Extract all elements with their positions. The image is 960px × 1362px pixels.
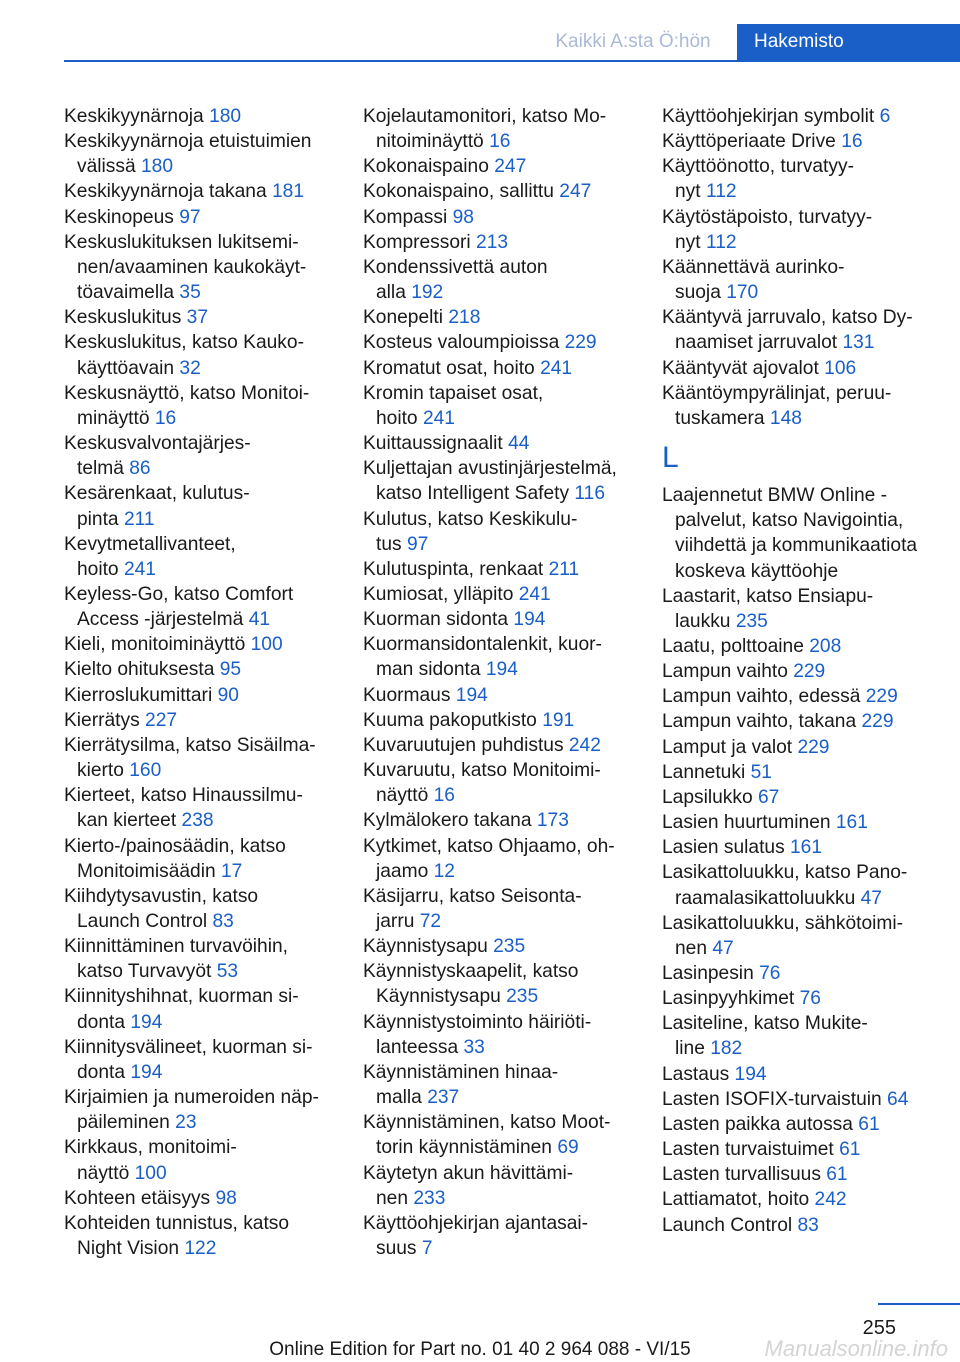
page-reference-link[interactable]: 72 — [419, 911, 442, 932]
page-reference-link[interactable]: 83 — [797, 1214, 819, 1236]
entry-text: Keskuslukituksen lukitsemi‐ nen/avaaminen kaukokäyt‐ töavaimella — [64, 231, 307, 304]
index-entry — [662, 154, 942, 204]
page-reference-link[interactable]: 180 — [141, 156, 174, 178]
entry-text: Kevytmetallivanteet, hoito — [64, 533, 236, 580]
index-entry — [64, 582, 344, 632]
index-entry — [363, 708, 653, 733]
page-reference-link[interactable]: 170 — [726, 282, 759, 304]
entry-text: Lasinpesin — [662, 963, 754, 984]
entry-text: Kuorman sidonta — [363, 609, 509, 631]
page-reference-link[interactable]: 235 — [735, 610, 768, 632]
entry-text: Keskikyynärnoja — [64, 106, 204, 127]
page-reference-link[interactable]: 213 — [476, 231, 509, 253]
index-entry — [363, 683, 653, 708]
page-reference-link[interactable]: 229 — [797, 736, 830, 758]
index-entry — [662, 1062, 942, 1087]
page-reference-link[interactable]: 100 — [250, 634, 283, 656]
index-entry — [363, 431, 653, 456]
entry-text: Kumiosat, ylläpito — [363, 583, 514, 605]
page-reference-link[interactable]: 6 — [879, 106, 891, 127]
entry-text: Lasien huurtuminen — [662, 812, 831, 834]
entry-text: Lampun vaihto — [662, 661, 788, 683]
entry-text: Käynnistyskaapelit, katso Käynnistysapu — [363, 961, 579, 1008]
index-entry — [662, 305, 942, 355]
page-reference-link[interactable]: 86 — [129, 458, 151, 480]
page-reference-link[interactable]: 194 — [513, 609, 546, 631]
entry-text: Kohteiden tunnistus, katso Night Vision — [64, 1212, 290, 1260]
entry-text: Laastarit, katso Ensiapu‐ laukku — [662, 585, 874, 632]
entry-text: Kääntöympyrälinjat, peruu‐ tuskamera — [662, 382, 892, 429]
page-reference-link[interactable]: 16 — [489, 131, 511, 153]
index-entry — [363, 934, 653, 959]
page-reference-link[interactable]: 16 — [433, 785, 455, 807]
index-entry — [363, 507, 653, 557]
entry-text: Laatu, polttoaine — [662, 635, 804, 657]
entry-text: Lasinpyyhkimet — [662, 988, 795, 1010]
index-entry — [64, 230, 344, 305]
page-reference-link[interactable]: 192 — [411, 282, 444, 304]
entry-text: Kuormaus — [363, 684, 451, 706]
entry-text: Keskusnäyttö, katso Monitoi‐ minäyttö — [64, 382, 310, 429]
index-entry — [363, 758, 653, 808]
index-entry — [363, 456, 653, 506]
entry-text: Lapsilukko — [662, 786, 753, 808]
page-reference-link[interactable]: 16 — [841, 131, 863, 153]
index-entry — [64, 683, 344, 708]
entry-text: Lasiteline, katso Mukite‐ line — [662, 1013, 868, 1060]
entry-text: Käsijarru, katso Seisonta‐ jarru — [363, 885, 582, 932]
page-reference-link[interactable]: 41 — [248, 609, 271, 631]
entry-text: Kokonaispaino — [363, 156, 489, 178]
section-letter: L — [662, 441, 679, 475]
entry-text: Kääntyvät ajovalot — [662, 357, 819, 379]
entry-text: Kirjaimien ja numeroiden näp‐ päileminen — [64, 1087, 319, 1134]
entry-text: Käyttöperiaate Drive — [662, 131, 836, 153]
index-entry — [64, 934, 344, 984]
index-entry — [64, 179, 344, 204]
index-entry — [662, 684, 942, 709]
page-reference-link[interactable]: 53 — [216, 961, 239, 983]
page-reference-link[interactable]: 242 — [814, 1189, 847, 1211]
page-reference-link[interactable]: 241 — [518, 583, 551, 605]
entry-text: Kytkimet, katso Ohjaamo, oh‐ jaamo — [363, 835, 615, 882]
index-entry — [64, 783, 344, 833]
index-entry — [363, 1161, 653, 1211]
index-entry — [64, 1211, 344, 1261]
page-reference-link[interactable]: 181 — [272, 181, 305, 203]
index-entry — [363, 154, 653, 179]
page-reference-link[interactable]: 194 — [734, 1063, 767, 1085]
page-reference-link[interactable]: 83 — [212, 911, 234, 932]
index-entry — [363, 330, 653, 355]
index-entry — [363, 607, 653, 632]
index-entry — [662, 961, 942, 986]
page-reference-link[interactable]: 33 — [463, 1036, 485, 1058]
page-reference-link[interactable]: 7 — [421, 1238, 433, 1260]
entry-text: Kompassi — [363, 206, 448, 228]
index-entry — [662, 255, 942, 305]
index-entry — [662, 986, 942, 1011]
index-entry — [662, 810, 942, 835]
page-reference-link[interactable]: 241 — [123, 558, 156, 580]
index-entry — [662, 1213, 942, 1238]
index-entry — [64, 1085, 344, 1135]
index-entry — [662, 860, 942, 910]
page-reference-link[interactable]: 51 — [750, 761, 772, 783]
page-reference-link[interactable]: 122 — [184, 1238, 217, 1260]
page-reference-link[interactable]: 160 — [129, 760, 162, 782]
entry-text: Kierrätys — [64, 709, 140, 731]
header-rule — [64, 60, 960, 62]
page-reference-link[interactable]: 90 — [217, 684, 239, 706]
entry-text: Lannetuki — [662, 761, 746, 783]
page-reference-link[interactable]: 67 — [758, 786, 780, 808]
entry-text: Kuormansidontalenkit, kuor‐ man sidonta — [363, 634, 602, 681]
page-reference-link[interactable]: 35 — [179, 282, 201, 304]
entry-text: Käytöstäpoisto, turvatyy‐ nyt — [662, 206, 873, 253]
page-reference-link[interactable]: 229 — [793, 661, 826, 683]
index-entry — [662, 356, 942, 381]
index-entry — [363, 834, 653, 884]
entry-text: Käytetyn akun hävittämi‐ nen — [363, 1162, 574, 1209]
entry-text: Konepelti — [363, 307, 444, 329]
page-reference-link[interactable]: 242 — [568, 734, 601, 756]
page-reference-link[interactable]: 61 — [839, 1139, 861, 1161]
page-reference-link[interactable]: 16 — [154, 407, 177, 429]
page-reference-link[interactable]: 229 — [564, 332, 597, 354]
entry-text: Kromatut osat, hoito — [363, 357, 535, 379]
entry-text: Lasikattoluukku, sähkötoimi‐ nen — [662, 912, 904, 959]
page-reference-link[interactable]: 100 — [134, 1162, 167, 1184]
edition-line: Online Edition for Part no. 01 40 2 964 088 - VI/15 — [269, 1339, 691, 1360]
page-reference-link[interactable]: 194 — [485, 659, 518, 681]
page-reference-link[interactable]: 98 — [452, 206, 474, 228]
page-reference-link[interactable]: 32 — [179, 357, 201, 379]
entry-text: Käännettävä aurinko‐ suoja — [662, 256, 845, 304]
index-entry — [662, 911, 942, 961]
entry-text: Launch Control — [662, 1214, 793, 1236]
page-reference-link[interactable]: 235 — [493, 936, 526, 958]
entry-text: Kierto-/painosäädin, katso Monitoimisäädin — [64, 835, 286, 882]
index-entry — [662, 835, 942, 860]
entry-text: Kojelautamonitori, katso Mo‐ nitoiminäyttö — [363, 106, 607, 153]
page-reference-link[interactable]: 161 — [790, 837, 823, 859]
page-reference-link[interactable]: 227 — [145, 709, 178, 731]
page-reference-link[interactable]: 12 — [433, 860, 455, 882]
index-entry — [363, 230, 653, 255]
entry-text: Kuvaruutujen puhdistus — [363, 734, 564, 756]
entry-text: Käynnistysapu — [363, 936, 488, 958]
entry-text: Lasien sulatus — [662, 837, 785, 859]
entry-text: Käynnistäminen hinaa‐ malla — [363, 1061, 559, 1109]
index-entry — [662, 1011, 942, 1061]
entry-text: Kiinnittäminen turvavöihin, katso Turvavyöt — [64, 936, 288, 983]
entry-text: Käyttöönotto, turvatyy‐ nyt — [662, 156, 854, 203]
page-reference-link[interactable]: 180 — [209, 106, 242, 127]
index-entry — [64, 330, 344, 380]
entry-text: Lasten turvallisuus — [662, 1164, 821, 1186]
index-entry — [662, 1162, 942, 1187]
page-reference-link[interactable]: 47 — [860, 887, 882, 909]
page-header — [0, 0, 960, 62]
index-entry — [64, 532, 344, 582]
entry-text: Laajennetut BMW Online - palvelut, katso Navigointia, viihdettä ja kommunikaatiota koskeva käyttöohje — [662, 485, 918, 582]
entry-text: Lasten paikka autossa — [662, 1113, 853, 1135]
page-reference-link[interactable]: 229 — [865, 686, 898, 708]
index-tab[interactable]: Hakemisto — [737, 24, 960, 60]
index-entry — [662, 634, 942, 659]
entry-text: Keskinopeus — [64, 206, 174, 228]
page-reference-link[interactable]: 194 — [130, 1061, 163, 1083]
index-entry — [363, 1060, 653, 1110]
page-reference-link[interactable]: 237 — [427, 1087, 460, 1109]
entry-text: Keskikyynärnoja takana — [64, 181, 267, 203]
entry-text: Kulutus, katso Keskikulu‐ tus — [363, 508, 578, 555]
entry-text: Kierrätysilma, katso Sisäilma‐ kierto — [64, 734, 316, 782]
index-entry — [64, 1186, 344, 1211]
page-reference-link[interactable]: 229 — [861, 711, 894, 733]
page-reference-link[interactable]: 238 — [181, 810, 214, 832]
index-entry — [363, 1110, 653, 1160]
page-reference-link[interactable]: 37 — [186, 307, 208, 329]
index-column-2 — [363, 104, 653, 1261]
entry-text: Keskuslukitus — [64, 307, 182, 329]
entry-text: Lampun vaihto, takana — [662, 711, 857, 733]
page-reference-link[interactable]: 116 — [574, 483, 605, 505]
index-entry — [363, 1010, 653, 1060]
entry-text: Käynnistäminen, katso Moot‐ torin käynnistäminen — [363, 1112, 611, 1159]
entry-text: Kierteet, katso Hinaussilmu‐ kan kierteet — [64, 785, 303, 832]
index-entry — [662, 760, 942, 785]
entry-text: Keyless-Go, katso Comfort Access -järjestelmä — [64, 583, 294, 631]
index-entry — [662, 381, 942, 431]
index-column-1 — [64, 104, 344, 1261]
entry-text: Lastaus — [662, 1063, 730, 1085]
index-entry — [363, 582, 653, 607]
entry-text: Keskikyynärnoja etuistuimien välissä — [64, 131, 312, 178]
index-entry — [662, 785, 942, 810]
index-entry — [363, 381, 653, 431]
index-entry — [363, 255, 653, 305]
page-reference-link[interactable]: 61 — [826, 1164, 848, 1186]
page-reference-link[interactable]: 131 — [842, 332, 875, 354]
entry-text: Kosteus valoumpioissa — [363, 332, 560, 354]
entry-text: Kiinnityshihnat, kuorman si‐ donta — [64, 986, 299, 1033]
index-entry — [662, 659, 942, 684]
footer-rule — [878, 1303, 960, 1305]
index-entry — [363, 1211, 653, 1261]
index-entry — [363, 884, 653, 934]
entry-text: Lasten turvaistuimet — [662, 1139, 834, 1161]
index-entry — [64, 984, 344, 1034]
index-entry — [64, 431, 344, 481]
index-entry — [64, 708, 344, 733]
page-reference-link[interactable]: 208 — [809, 635, 842, 657]
index-entry — [363, 959, 653, 1009]
index-entry — [64, 632, 344, 657]
index-entry — [64, 733, 344, 783]
page-reference-link[interactable]: 211 — [548, 558, 580, 580]
index-column-3 — [662, 104, 942, 1238]
entry-text: Kirkkaus, monitoimi‐ näyttö — [64, 1137, 237, 1184]
entry-text: Keskusvalvontajärjes‐ telmä — [64, 433, 251, 480]
index-entry — [662, 483, 942, 584]
index-entry — [662, 205, 942, 255]
entry-text: Kääntyvä jarruvalo, katso Dy‐ naamiset jarruvalot — [662, 307, 913, 354]
entry-text: Lattiamatot, hoito — [662, 1189, 810, 1211]
index-entry — [363, 305, 653, 330]
index-entry — [363, 104, 653, 154]
index-entry — [662, 1087, 942, 1112]
page-reference-link[interactable]: 194 — [130, 1011, 163, 1033]
index-entry — [662, 1112, 942, 1137]
page-reference-link[interactable]: 76 — [799, 988, 821, 1010]
page-reference-link[interactable]: 98 — [215, 1187, 237, 1209]
page-reference-link[interactable]: 97 — [406, 533, 429, 555]
index-entry — [64, 481, 344, 531]
entry-text: Kylmälokero takana — [363, 810, 532, 832]
entry-text: Kondenssivettä auton alla — [363, 256, 548, 304]
page-reference-link[interactable]: 23 — [175, 1112, 197, 1134]
index-entry — [363, 557, 653, 582]
index-entry — [64, 657, 344, 682]
page-reference-link[interactable]: 112 — [705, 181, 737, 203]
entry-text: Käynnistystoiminto häiriöti‐ lanteessa — [363, 1011, 592, 1058]
entry-text: Kokonaispaino, sallittu — [363, 181, 554, 203]
index-entry — [363, 205, 653, 230]
page-reference-link[interactable]: 241 — [422, 407, 455, 429]
page-reference-link[interactable]: 161 — [835, 812, 868, 834]
entry-text: Lampun vaihto, edessä — [662, 686, 861, 708]
index-entry — [363, 733, 653, 758]
index-entry — [662, 709, 942, 734]
index-entry — [662, 1137, 942, 1162]
index-entry — [662, 584, 942, 634]
index-entry — [363, 632, 653, 682]
index-entry — [662, 129, 942, 154]
index-entry — [662, 735, 942, 760]
page-reference-link[interactable]: 47 — [712, 937, 734, 959]
page-reference-link[interactable]: 64 — [887, 1088, 909, 1110]
index-entry — [662, 104, 942, 129]
page-reference-link[interactable]: 97 — [179, 206, 201, 228]
page-reference-link[interactable]: 95 — [219, 659, 242, 681]
entry-text: Kuittaussignaalit — [363, 433, 503, 455]
entry-text: Keskuslukitus, katso Kauko‐ käyttöavain — [64, 332, 304, 379]
entry-text: Käyttöohjekirjan ajantasai‐ suus — [363, 1212, 589, 1260]
page-reference-link[interactable]: 112 — [705, 231, 737, 253]
watermark: Manualsonline.info — [764, 1336, 948, 1361]
page-reference-link[interactable]: 44 — [508, 433, 530, 455]
page-reference-link[interactable]: 218 — [448, 307, 481, 329]
page-reference-link[interactable]: 173 — [536, 810, 569, 832]
entry-text: Kierroslukumittari — [64, 684, 213, 706]
entry-text: Lasikattoluukku, katso Pano‐ raamalasikattoluukku — [662, 862, 908, 909]
index-entry — [64, 205, 344, 230]
entry-text: Kiihdytysavustin, katso Launch Control — [64, 885, 259, 932]
entry-text: Kromin tapaiset osat, hoito — [363, 382, 544, 429]
index-entry — [64, 884, 344, 934]
page-reference-link[interactable]: 211 — [123, 508, 155, 530]
entry-text: Kesärenkaat, kulutus‐ pinta — [64, 483, 250, 530]
index-entry — [64, 1135, 344, 1185]
index-entry — [64, 129, 344, 179]
index-entry — [363, 808, 653, 833]
page-number: 255 — [862, 1317, 896, 1339]
page-reference-link[interactable]: 76 — [759, 963, 781, 984]
entry-text: Kuvaruutu, katso Monitoimi‐ näyttö — [363, 760, 601, 807]
entry-text: Kielto ohituksesta — [64, 659, 215, 681]
index-entry — [363, 179, 653, 204]
index-entry — [64, 834, 344, 884]
page-reference-link[interactable]: 182 — [710, 1038, 743, 1060]
entry-text: Käyttöohjekirjan symbolit — [662, 106, 875, 127]
page-reference-link[interactable]: 247 — [559, 181, 592, 203]
page-reference-link[interactable]: 61 — [858, 1113, 880, 1135]
page-reference-link[interactable]: 17 — [221, 860, 243, 882]
entry-text: Kuuma pakoputkisto — [363, 709, 537, 731]
page-reference-link[interactable]: 241 — [540, 357, 573, 379]
entry-text: Kuljettajan avustinjärjestelmä, katso Intelligent Safety — [363, 458, 617, 505]
page-reference-link[interactable]: 233 — [413, 1187, 446, 1209]
entry-text: Kiinnitysvälineet, kuorman si‐ donta — [64, 1036, 313, 1083]
entry-text: Lasten ISOFIX-turvaistuin — [662, 1088, 882, 1110]
entry-text: Lamput ja valot — [662, 736, 793, 758]
page-reference-link[interactable]: 235 — [506, 986, 539, 1008]
index-entry — [64, 104, 344, 129]
page-reference-link[interactable]: 247 — [494, 156, 527, 178]
index-entry — [64, 381, 344, 431]
page-reference-link[interactable]: 194 — [455, 684, 488, 706]
index-entry — [662, 1187, 942, 1212]
entry-text: Kohteen etäisyys — [64, 1187, 211, 1209]
page-reference-link[interactable]: 106 — [824, 357, 857, 379]
entry-text: Kulutuspinta, renkaat — [363, 558, 544, 580]
entry-text: Kompressori — [363, 231, 471, 253]
index-entry — [64, 305, 344, 330]
page-reference-link[interactable]: 148 — [769, 407, 802, 429]
index-entry — [363, 356, 653, 381]
index-entry — [64, 1035, 344, 1085]
page-reference-link[interactable]: 191 — [542, 709, 575, 731]
entry-text: Kieli, monitoiminäyttö — [64, 634, 246, 656]
page-reference-link[interactable]: 69 — [557, 1137, 579, 1159]
section-tab[interactable]: Kaikki A:sta Ö:hön — [530, 24, 736, 60]
